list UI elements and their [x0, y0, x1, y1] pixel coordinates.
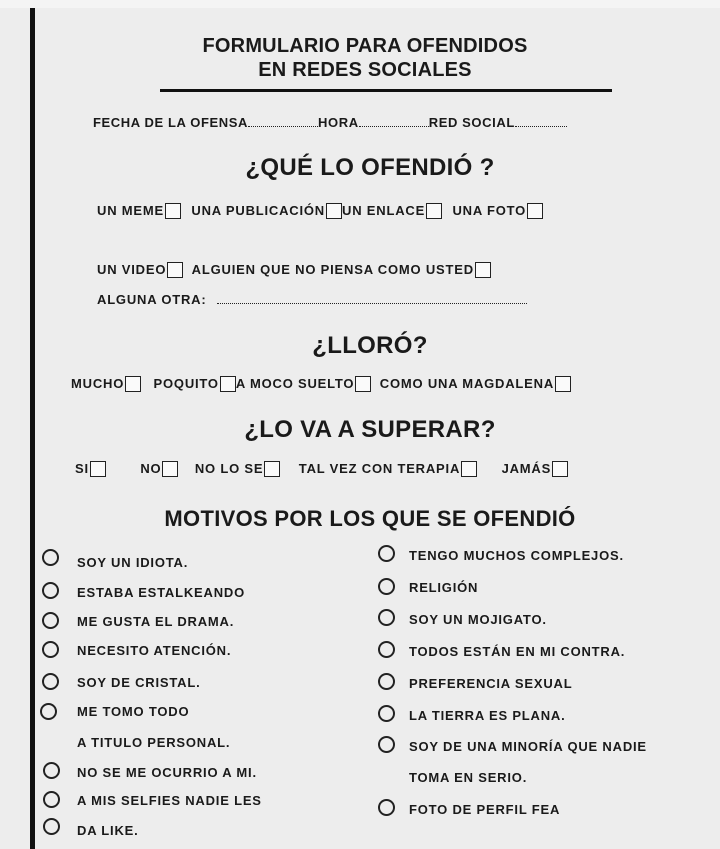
option-si[interactable]	[75, 461, 106, 477]
q3-row	[75, 461, 568, 477]
checkbox[interactable]	[426, 203, 442, 219]
option-label: UN VIDEO	[97, 262, 167, 277]
checkbox[interactable]	[461, 461, 477, 477]
motivo-left-6: ME TOMO TODO	[77, 704, 190, 719]
option-label: NO LO SE	[194, 461, 264, 476]
checkbox[interactable]	[555, 376, 571, 392]
checkbox[interactable]	[264, 461, 280, 477]
motivo-left-1: SOY UN IDIOTA.	[77, 555, 189, 570]
checkbox[interactable]	[355, 376, 371, 392]
q1-row-2	[97, 262, 491, 278]
motivo-left-7: NO SE ME OCURRIO A MI.	[77, 765, 257, 780]
motivo-left-5: SOY DE CRISTAL.	[77, 675, 201, 690]
checkbox[interactable]	[552, 461, 568, 477]
option-tal-vez-con-terapia[interactable]	[299, 461, 477, 477]
radio-tengo-muchos-complejos[interactable]	[378, 545, 395, 562]
option-alguien-que-no-piensa[interactable]	[192, 262, 491, 278]
q1-row-1	[97, 203, 543, 219]
motivo-left-2: ESTABA ESTALKEANDO	[77, 585, 245, 600]
fecha-label: FECHA DE LA OFENSA	[93, 115, 249, 130]
checkbox[interactable]	[527, 203, 543, 219]
option-a-moco-suelto[interactable]	[236, 376, 372, 392]
motivo-right-5: PREFERENCIA SEXUAL	[409, 676, 573, 691]
radio-preferencia-sexual[interactable]	[378, 673, 395, 690]
checkbox[interactable]	[220, 376, 236, 392]
option-label: ALGUIEN QUE NO PIENSA COMO USTED	[191, 262, 474, 277]
motivo-right-7b: TOMA EN SERIO.	[409, 770, 528, 785]
radio-estaba-estalkeando[interactable]	[42, 582, 59, 599]
checkbox[interactable]	[90, 461, 106, 477]
checkbox[interactable]	[167, 262, 183, 278]
option-mucho[interactable]	[71, 376, 141, 392]
q2-row	[71, 376, 571, 392]
motivo-right-8: FOTO DE PERFIL FEA	[409, 802, 561, 817]
red-social-label: RED SOCIAL	[428, 115, 515, 130]
q2-heading: ¿LLORÓ?	[312, 332, 428, 359]
meta-row	[93, 115, 567, 130]
q1-other-row	[97, 292, 527, 307]
red-social-field[interactable]	[515, 116, 567, 127]
option-label: UNA FOTO	[452, 203, 527, 218]
motivo-right-7: SOY DE UNA MINORÍA QUE NADIE	[409, 739, 647, 754]
motivo-right-3: SOY UN MOJIGATO.	[409, 612, 547, 627]
option-label: A MOCO SUELTO	[235, 376, 355, 391]
option-como-una-magdalena[interactable]	[380, 376, 571, 392]
hora-label: HORA	[318, 115, 359, 130]
checkbox[interactable]	[165, 203, 181, 219]
motivo-left-4: NECESITO ATENCIÓN.	[77, 643, 232, 658]
option-un-video[interactable]	[97, 262, 183, 278]
motivo-right-6: LA TIERRA ES PLANA.	[409, 708, 566, 723]
motivo-left-8: A MIS SELFIES NADIE LES	[77, 793, 262, 808]
option-label: NO	[140, 461, 162, 476]
radio-me-tomo-todo[interactable]	[40, 703, 57, 720]
motivo-right-2: RELIGIÓN	[409, 580, 479, 595]
motivo-right-4: TODOS ESTÁN EN MI CONTRA.	[409, 644, 626, 659]
checkbox[interactable]	[475, 262, 491, 278]
option-label: COMO UNA MAGDALENA	[379, 376, 555, 391]
radio-todos-en-mi-contra[interactable]	[378, 641, 395, 658]
option-jamas[interactable]	[502, 461, 569, 477]
option-label: UN ENLACE	[342, 203, 426, 218]
left-margin-bar	[30, 8, 35, 849]
option-un-enlace[interactable]	[342, 203, 442, 219]
radio-soy-un-idiota[interactable]	[42, 549, 59, 566]
radio-minoria[interactable]	[378, 736, 395, 753]
radio-no-se-me-ocurrio[interactable]	[43, 762, 60, 779]
option-no-lo-se[interactable]	[195, 461, 281, 477]
radio-a-mis-selfies[interactable]	[43, 791, 60, 808]
radio-extra[interactable]	[43, 818, 60, 835]
motivo-left-3: ME GUSTA EL DRAMA.	[77, 614, 235, 629]
form-title-line-2: EN REDES SOCIALES	[258, 59, 472, 81]
checkbox[interactable]	[125, 376, 141, 392]
radio-foto-de-perfil-fea[interactable]	[378, 799, 395, 816]
radio-soy-de-cristal[interactable]	[42, 673, 59, 690]
q1-heading: ¿QUÉ LO OFENDIÓ ?	[245, 154, 495, 181]
motivo-right-1: TENGO MUCHOS COMPLEJOS.	[409, 548, 624, 563]
option-una-publicacion[interactable]	[191, 203, 342, 219]
radio-soy-un-mojigato[interactable]	[378, 609, 395, 626]
option-no[interactable]	[140, 461, 178, 477]
option-label: TAL VEZ CON TERAPIA	[298, 461, 461, 476]
option-label: POQUITO	[153, 376, 219, 391]
option-label: UNA PUBLICACIÓN	[191, 203, 325, 218]
option-un-meme[interactable]	[97, 203, 181, 219]
radio-religion[interactable]	[378, 578, 395, 595]
title-underline	[160, 89, 612, 92]
option-label: JAMÁS	[501, 461, 552, 476]
option-label: UN MEME	[97, 203, 164, 218]
option-poquito[interactable]	[154, 376, 236, 392]
alguna-otra-label: ALGUNA OTRA:	[97, 292, 207, 307]
alguna-otra-field[interactable]	[217, 293, 527, 304]
option-label: MUCHO	[71, 376, 125, 391]
form-title-line-1: FORMULARIO PARA OFENDIDOS	[202, 35, 528, 57]
option-label: SI	[75, 461, 89, 476]
radio-la-tierra-es-plana[interactable]	[378, 705, 395, 722]
hora-field[interactable]	[359, 116, 429, 127]
motivo-left-8b: DA LIKE.	[77, 823, 139, 838]
radio-me-gusta-el-drama[interactable]	[42, 612, 59, 629]
checkbox[interactable]	[326, 203, 342, 219]
top-strip	[0, 0, 720, 8]
motivo-left-6b: A TITULO PERSONAL.	[77, 735, 231, 750]
checkbox[interactable]	[162, 461, 178, 477]
option-una-foto[interactable]	[452, 203, 543, 219]
motivos-heading: MOTIVOS POR LOS QUE SE OFENDIÓ	[164, 506, 576, 531]
radio-necesito-atencion[interactable]	[42, 641, 59, 658]
fecha-field[interactable]	[248, 116, 318, 127]
q3-heading: ¿LO VA A SUPERAR?	[244, 416, 496, 443]
